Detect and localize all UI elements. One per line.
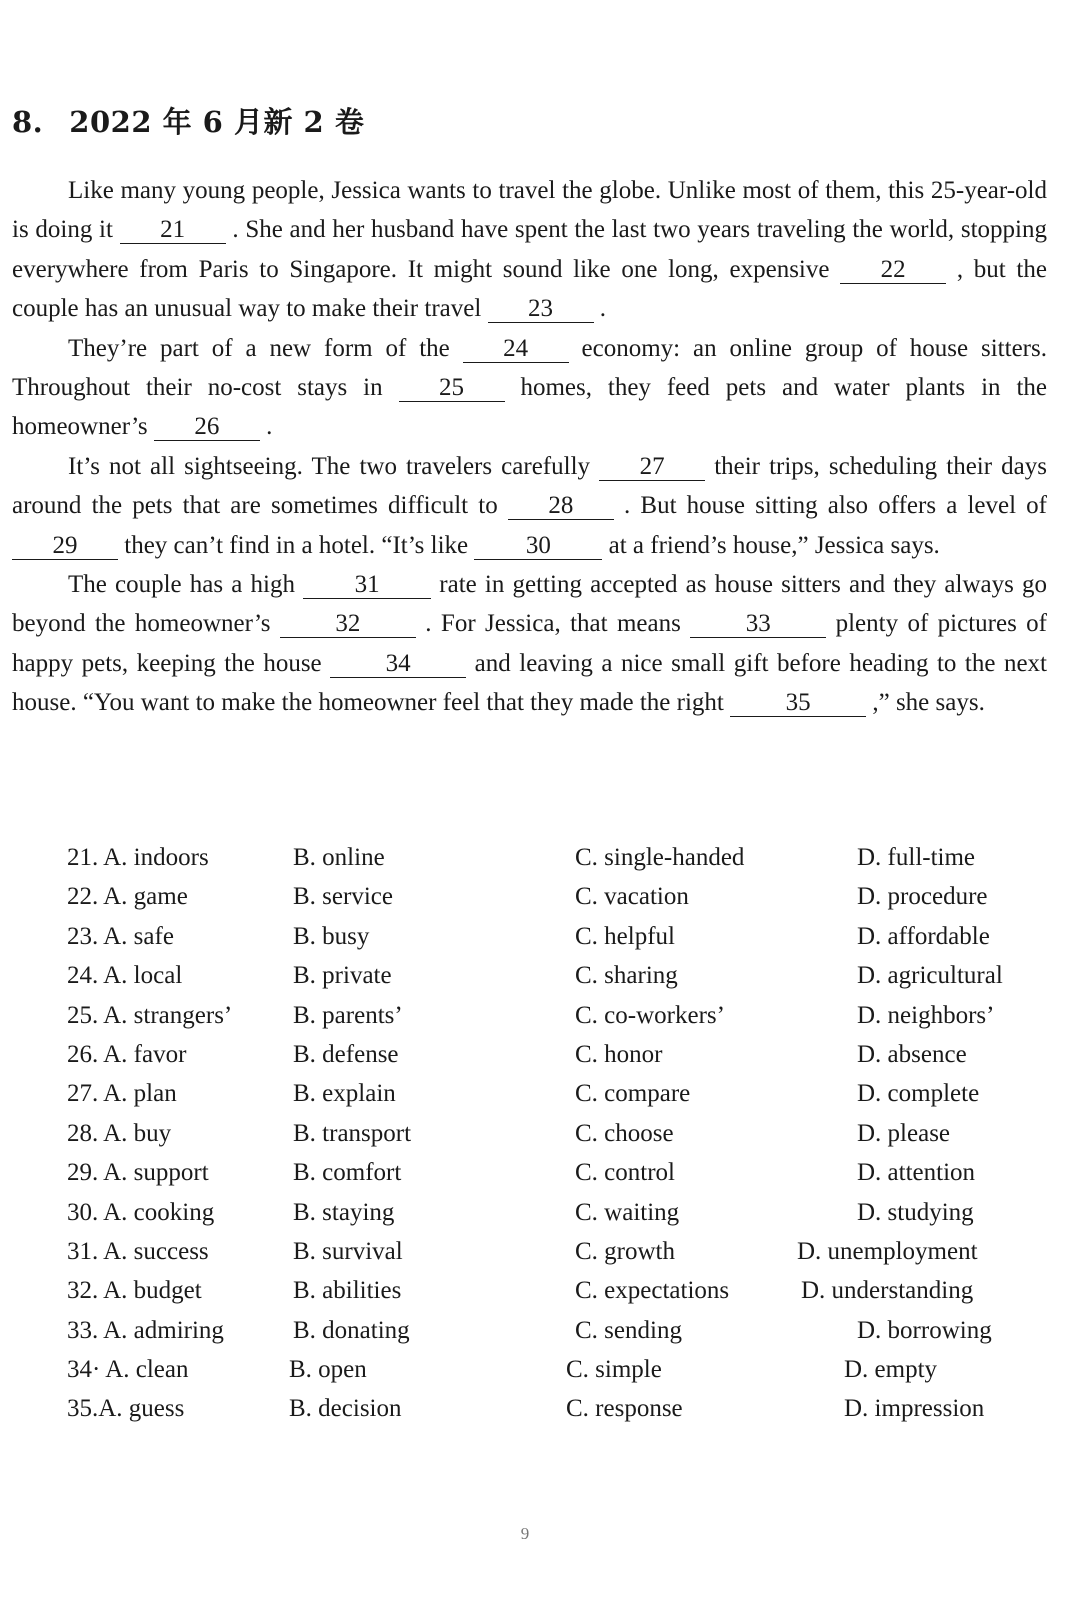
blank-29: 29	[12, 533, 118, 560]
option-a: 31. A. success	[67, 1237, 209, 1265]
option-a: 22. A. game	[67, 883, 188, 911]
option-b: B. open	[289, 1356, 367, 1384]
passage-text: . For Jessica, that means	[415, 610, 691, 638]
option-c: C. control	[575, 1159, 675, 1187]
option-row-22	[67, 877, 1047, 916]
blank-31: 31	[303, 572, 431, 599]
option-row-35	[67, 1389, 1047, 1428]
option-b: B. donating	[293, 1316, 410, 1344]
paragraph-1	[12, 171, 1047, 329]
option-c: C. compare	[575, 1080, 691, 1108]
option-b: B. defense	[293, 1040, 399, 1068]
blank-30: 30	[474, 533, 602, 560]
option-d: D. borrowing	[857, 1316, 992, 1344]
option-b: B. transport	[293, 1119, 412, 1147]
option-d: D. empty	[844, 1356, 938, 1384]
option-c: C. single-handed	[575, 844, 745, 871]
option-a: 34· A. clean	[67, 1356, 189, 1384]
option-c: C. response	[566, 1395, 683, 1423]
option-d: D. understanding	[801, 1277, 974, 1305]
blank-25: 25	[399, 375, 505, 402]
blank-33: 33	[690, 611, 826, 638]
option-row-31	[67, 1232, 1047, 1271]
cloze-passage	[12, 171, 1047, 723]
blank-27: 27	[599, 454, 705, 481]
question-source: 2022 年 6 月新 2 卷	[69, 105, 365, 139]
option-d: D. complete	[857, 1080, 980, 1108]
option-c: C. choose	[575, 1119, 674, 1147]
option-b: B. busy	[293, 922, 370, 950]
option-c: C. simple	[566, 1356, 662, 1384]
passage-text: .	[259, 413, 273, 441]
blank-35: 35	[730, 690, 866, 717]
question-title	[12, 100, 364, 141]
option-row-34	[67, 1350, 1047, 1389]
option-d: D. affordable	[857, 922, 990, 950]
option-row-24	[67, 956, 1047, 995]
paragraph-4	[12, 565, 1047, 723]
passage-text: .	[593, 295, 607, 323]
option-d: D. impression	[844, 1395, 985, 1423]
option-b: B. online	[293, 844, 385, 871]
question-number: 8.	[12, 105, 44, 139]
passage-text: they can’t find in a hotel. “It’s like	[118, 531, 475, 559]
option-a: 21. A. indoors	[67, 844, 209, 871]
option-row-25	[67, 996, 1047, 1035]
blank-34: 34	[330, 651, 466, 678]
option-row-23	[67, 917, 1047, 956]
passage-text: Like many young people, Jessica wants to travel the globe. Unlike most of them, this 25-year-old is doing it	[12, 177, 1047, 244]
option-c: C. sending	[575, 1316, 682, 1344]
paragraph-3	[12, 447, 1047, 565]
option-b: B. abilities	[293, 1277, 402, 1305]
blank-24: 24	[463, 336, 569, 363]
option-row-28	[67, 1114, 1047, 1153]
option-d: D. unemployment	[797, 1237, 978, 1265]
passage-text: They’re part of a new form of the	[68, 334, 463, 362]
passage-text: It’s not all sightseeing. The two travelers carefully	[68, 452, 600, 480]
option-b: B. decision	[289, 1395, 402, 1423]
passage-text: rate in getting accepted as house sitters and they always go beyond the homeowner’s	[12, 571, 1048, 638]
option-a: 27. A. plan	[67, 1080, 177, 1108]
option-d: D. procedure	[857, 883, 988, 911]
blank-22: 22	[840, 257, 946, 284]
option-a: 35.A. guess	[67, 1395, 185, 1423]
option-b: B. parents’	[293, 1001, 403, 1029]
option-c: C. honor	[575, 1040, 663, 1068]
option-c: C. waiting	[575, 1198, 680, 1226]
option-d: D. agricultural	[857, 962, 1003, 990]
option-b: B. staying	[293, 1198, 395, 1226]
page-number: 9	[520, 1524, 530, 1543]
option-c: C. helpful	[575, 922, 675, 950]
option-row-27	[67, 1074, 1047, 1113]
option-a: 25. A. strangers’	[67, 1001, 233, 1029]
option-row-29	[67, 1153, 1047, 1192]
passage-text: their trips, scheduling their days around the pets that are sometimes difficult to	[12, 452, 1047, 520]
option-a: 29. A. support	[67, 1159, 209, 1187]
option-a: 28. A. buy	[67, 1119, 172, 1147]
option-d: D. studying	[857, 1198, 974, 1226]
option-d: D. attention	[857, 1159, 976, 1187]
passage-text: and leaving a nice small gift before heading to the next house. “You want to make the homeowner feel that they made the right	[12, 649, 1048, 717]
option-a: 33. A. admiring	[67, 1316, 224, 1344]
option-b: B. explain	[293, 1080, 396, 1108]
blank-21: 21	[120, 217, 226, 244]
option-row-30	[67, 1193, 1047, 1232]
option-b: B. survival	[293, 1237, 403, 1265]
option-d: D. full-time	[857, 844, 976, 871]
passage-text: . She and her husband have spent the last two years traveling the world, stopping everywhere from Paris to Singapore. It might sound like one long, expensive	[12, 216, 1048, 283]
option-a: 30. A. cooking	[67, 1198, 215, 1226]
paragraph-2	[12, 329, 1047, 447]
option-row-33	[67, 1311, 1047, 1350]
option-c: C. expectations	[575, 1277, 730, 1305]
option-c: C. vacation	[575, 883, 689, 911]
passage-text: , but the couple has an unusual way to make their travel	[12, 255, 1047, 323]
option-c: C. growth	[575, 1237, 675, 1265]
option-a: 24. A. local	[67, 962, 183, 990]
passage-text: The couple has a high	[68, 571, 304, 599]
option-row-26	[67, 1035, 1047, 1074]
passage-text: at a friend’s house,” Jessica says.	[602, 531, 940, 559]
option-b: B. comfort	[293, 1159, 402, 1187]
option-d: D. absence	[857, 1040, 967, 1068]
blank-26: 26	[154, 414, 260, 441]
passage-text: plenty of pictures of happy pets, keeping the house	[12, 610, 1047, 677]
blank-32: 32	[280, 611, 416, 638]
passage-text: homes, they feed pets and water plants in the homeowner’s	[12, 374, 1047, 441]
option-a: 23. A. safe	[67, 922, 174, 950]
passage-text: economy: an online group of house sitters. Throughout their no-cost stays in	[12, 334, 1047, 402]
option-d: D. please	[857, 1119, 951, 1147]
option-b: B. private	[293, 962, 392, 990]
blank-23: 23	[488, 296, 594, 323]
option-row-21	[67, 838, 1047, 877]
option-c: C. sharing	[575, 962, 678, 990]
passage-text: . But house sitting also offers a level of	[613, 492, 1047, 520]
option-a: 26. A. favor	[67, 1040, 187, 1068]
blank-28: 28	[508, 493, 614, 520]
option-c: C. co-workers’	[575, 1001, 725, 1029]
answer-options	[67, 838, 1047, 1429]
option-b: B. service	[293, 883, 393, 911]
passage-text: ,” she says.	[866, 689, 985, 717]
option-a: 32. A. budget	[67, 1277, 202, 1305]
option-d: D. neighbors’	[857, 1001, 995, 1029]
option-row-32	[67, 1271, 1047, 1310]
